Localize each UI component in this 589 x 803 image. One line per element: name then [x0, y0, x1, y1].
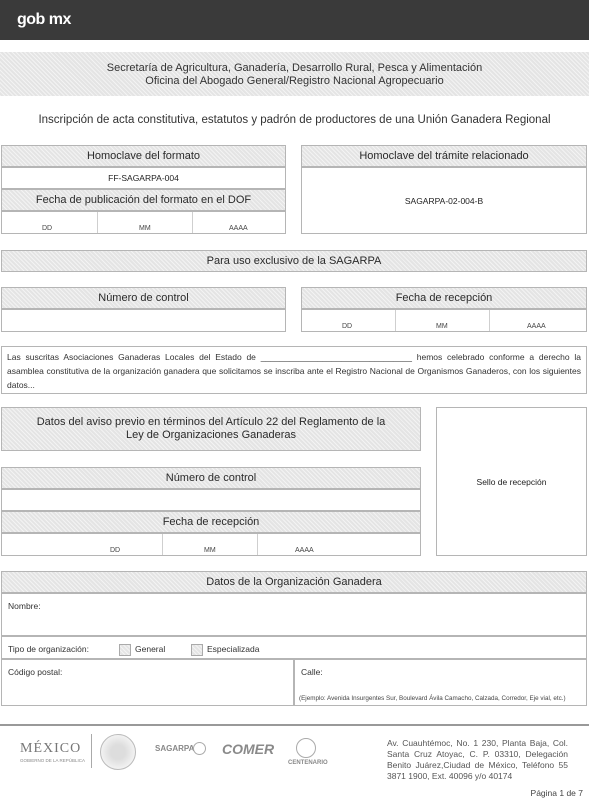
fecha-recepcion-field[interactable]: [301, 309, 587, 332]
numero-control-field[interactable]: [1, 309, 286, 332]
department-line1: Secretaría de Agricultura, Ganadería, Desarrollo Rural, Pesca y Alimentación: [106, 62, 483, 74]
footer-divider: [0, 724, 589, 726]
homoclave-tramite-value: SAGARPA-02-004-B: [301, 167, 587, 234]
general-label: General: [135, 644, 166, 654]
calle-example: (Ejemplo: Avenida Insurgentes Sur, Boulevard Ávila Camacho, Calzada, Corredor, Eje vial, etc.): [299, 695, 566, 702]
aviso-header: Datos del aviso previo en términos del Artículo 22 del Reglamento de la Ley de Organizaciones Ganaderas: [1, 407, 421, 451]
footer-address: Av. Cuauhtémoc, No. 1 230, Planta Baja, Col. Santa Cruz Atoyac, C. P. 03310, Delegación Benito Juárez,Ciudad de México, Teléfono 55 3871 1900, Ext. 40096 y/o 40174: [387, 738, 568, 781]
fecha-dof-dd: DD: [42, 225, 53, 232]
form-title: Inscripción de acta constitutiva, estatutos y padrón de productores de una Unión Ganadera Regional: [38, 114, 551, 126]
codigo-postal-field[interactable]: [1, 659, 294, 706]
sagarpa-emblem-icon: [193, 742, 206, 755]
declaration-text: Las suscritas Asociaciones Ganaderas Locales del Estado de ________________________________ hemos celebrado conforme a derecho la asamblea constitutiva de la organización ganadera que solicitamos se inscriba ante el Registro Nacional de Organismos Ganaderos, con los siguientes datos...: [7, 352, 581, 390]
gobmx-logo: gob mx: [17, 11, 71, 28]
fecha-recepcion-label: Fecha de recepción: [301, 287, 587, 309]
aviso-numero-control-field[interactable]: [1, 489, 421, 511]
fecha-dof-mm: MM: [139, 225, 151, 232]
declaration-box: [1, 346, 587, 394]
page-number: Página 1 de 7: [530, 788, 583, 798]
fecha-dof-label: Fecha de publicación del formato en el DOF: [1, 189, 286, 211]
homoclave-formato-value: FF-SAGARPA-004: [1, 167, 286, 189]
top-bar: [0, 0, 589, 40]
department-line2: Oficina del Abogado General/Registro Nacional Agropecuario: [145, 75, 444, 87]
nombre-field[interactable]: [1, 593, 587, 636]
fecha-dof-field[interactable]: [1, 211, 286, 234]
coat-of-arms-icon: [100, 734, 136, 770]
general-checkbox[interactable]: [119, 644, 131, 656]
nombre-label: Nombre:: [8, 601, 41, 611]
aviso-fecha-dd: DD: [110, 547, 121, 554]
uso-exclusivo-bar: Para uso exclusivo de la SAGARPA: [1, 250, 587, 272]
especializada-checkbox[interactable]: [191, 644, 203, 656]
estado-blank[interactable]: ________________________________: [260, 352, 412, 362]
centenario-emblem-icon: [296, 738, 316, 758]
fecha-recepcion-mm: MM: [436, 323, 448, 330]
department-header: [0, 52, 589, 96]
calle-field[interactable]: [294, 659, 587, 706]
codigo-postal-label: Código postal:: [8, 667, 63, 677]
sagarpa-logo: SAGARPA: [155, 744, 195, 753]
aviso-fecha-field[interactable]: [1, 533, 421, 556]
numero-control-label: Número de control: [1, 287, 286, 309]
tipo-organizacion-row: [1, 636, 587, 659]
sello-recepcion-box: Sello de recepción: [436, 407, 587, 556]
fecha-recepcion-aaaa: AAAA: [527, 323, 546, 330]
homoclave-formato-label: Homoclave del formato: [1, 145, 286, 167]
fecha-recepcion-dd: DD: [342, 323, 353, 330]
fecha-dof-aaaa: AAAA: [229, 225, 248, 232]
calle-label: Calle:: [301, 667, 323, 677]
mexico-logo: MÉXICO GOBIERNO DE LA REPÚBLICA: [20, 741, 86, 763]
aviso-numero-control-label: Número de control: [1, 467, 421, 489]
especializada-label: Especializada: [207, 644, 260, 654]
aviso-fecha-aaaa: AAAA: [295, 547, 314, 554]
tipo-organizacion-label: Tipo de organización:: [8, 644, 89, 654]
aviso-fecha-label: Fecha de recepción: [1, 511, 421, 533]
centenario-logo: CENTENARIO: [288, 760, 328, 766]
organizacion-header: Datos de la Organización Ganadera: [1, 571, 587, 593]
aviso-fecha-mm: MM: [204, 547, 216, 554]
comer-logo: COMER: [222, 741, 275, 757]
homoclave-tramite-label: Homoclave del trámite relacionado: [301, 145, 587, 167]
